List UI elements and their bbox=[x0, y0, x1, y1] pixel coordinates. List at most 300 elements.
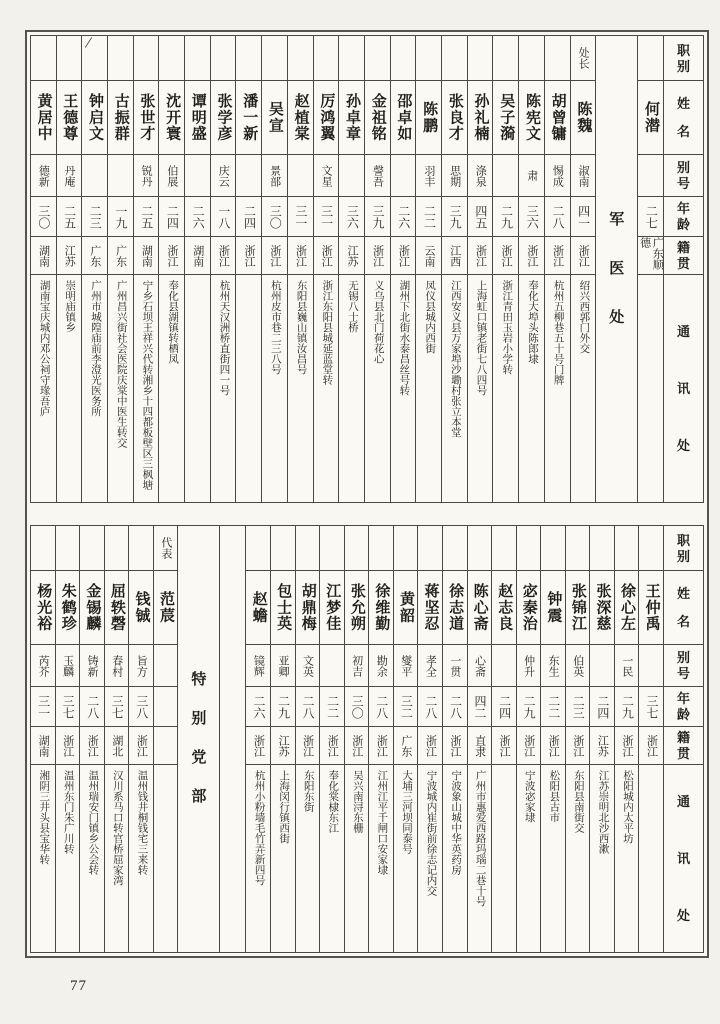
header-age-cell bbox=[664, 196, 703, 236]
role-cell bbox=[541, 526, 565, 570]
origin-value: 江西 bbox=[448, 244, 461, 267]
name-cell bbox=[345, 570, 369, 644]
person-name: 杨光裕 bbox=[35, 583, 52, 632]
origin-cell bbox=[615, 726, 639, 764]
age-value: 二八 bbox=[448, 694, 463, 719]
alt-name: 羽丰 bbox=[422, 164, 435, 187]
role-cell bbox=[31, 526, 55, 570]
alt-name-cell bbox=[638, 154, 663, 196]
military-medical-office-table bbox=[30, 32, 704, 503]
origin-cell bbox=[288, 236, 313, 274]
alt-name: 锐丹 bbox=[140, 164, 153, 187]
age-value: 二九 bbox=[499, 204, 514, 229]
alt-name-cell bbox=[442, 154, 467, 196]
page-number: 77 bbox=[70, 978, 87, 994]
address-value: 吴兴南浔东栅 bbox=[351, 770, 363, 833]
address-cell bbox=[82, 274, 107, 502]
name-cell bbox=[108, 80, 133, 154]
age-cell bbox=[345, 686, 369, 726]
address-value: 湖州下北街水泰昌丝号转 bbox=[398, 280, 410, 396]
alt-name: 勘余 bbox=[375, 654, 388, 677]
address-value: 松阳县古市 bbox=[548, 770, 560, 823]
origin-value: 浙江 bbox=[498, 734, 511, 757]
address-value: 凤仪县城内西街 bbox=[424, 280, 436, 354]
origin-cell bbox=[545, 236, 570, 274]
address-value: 温州瑞安门镇乡公会转 bbox=[87, 770, 99, 875]
address-cell bbox=[443, 764, 467, 952]
age-cell bbox=[246, 686, 270, 726]
origin-cell bbox=[416, 236, 441, 274]
person-name: 张学彦 bbox=[215, 93, 232, 142]
alt-name-cell bbox=[246, 644, 270, 686]
origin-value: 湖北 bbox=[110, 734, 123, 757]
person-name: 包士英 bbox=[275, 583, 292, 632]
alt-name: 德新 bbox=[37, 164, 50, 187]
age-cell bbox=[159, 196, 184, 236]
origin-cell bbox=[236, 236, 261, 274]
origin-cell bbox=[492, 726, 516, 764]
alt-name: 謦吾 bbox=[371, 164, 384, 187]
role-cell bbox=[57, 36, 82, 80]
address-value: 宁波宓家埭 bbox=[523, 770, 535, 823]
origin-value: 湖南 bbox=[191, 244, 204, 267]
age-cell bbox=[296, 686, 320, 726]
age-cell bbox=[571, 196, 596, 236]
alt-name-cell bbox=[105, 644, 129, 686]
address-value: 奉化大埠头陈郎埭 bbox=[526, 280, 538, 364]
person-name: 钱铖 bbox=[133, 591, 150, 624]
person-column bbox=[338, 36, 364, 502]
alt-name-cell bbox=[443, 644, 467, 686]
address-cell bbox=[468, 764, 492, 952]
origin-value: 广东顺德 bbox=[638, 237, 663, 270]
role-cell bbox=[571, 36, 596, 80]
age-cell bbox=[134, 196, 159, 236]
age-cell bbox=[639, 686, 663, 726]
age-value: 三一 bbox=[36, 694, 51, 719]
name-cell bbox=[211, 80, 236, 154]
age-cell bbox=[288, 196, 313, 236]
origin-value: 浙江 bbox=[320, 244, 333, 267]
age-cell bbox=[31, 686, 55, 726]
alt-name: 孝全 bbox=[424, 654, 437, 677]
age-value: 二四 bbox=[165, 204, 180, 229]
age-cell bbox=[271, 686, 295, 726]
origin-value: 浙江 bbox=[243, 244, 256, 267]
origin-cell bbox=[154, 726, 178, 764]
address-value: 上海闵行镇西街 bbox=[278, 770, 290, 844]
alt-name-cell bbox=[82, 154, 107, 196]
role-cell bbox=[365, 36, 390, 80]
alt-name-cell bbox=[519, 154, 544, 196]
alt-name-cell bbox=[129, 644, 153, 686]
person-column bbox=[31, 526, 55, 952]
origin-cell bbox=[211, 236, 236, 274]
name-cell bbox=[566, 570, 590, 644]
alt-name-cell bbox=[296, 644, 320, 686]
age-value: 四二 bbox=[473, 694, 487, 719]
role-cell bbox=[339, 36, 364, 80]
address-cell bbox=[369, 764, 393, 952]
alt-name-cell bbox=[57, 154, 82, 196]
address-cell bbox=[271, 764, 295, 952]
section-label: 军 医 处 bbox=[609, 211, 625, 326]
name-cell bbox=[365, 80, 390, 154]
person-name: 张锦江 bbox=[569, 583, 586, 632]
header-column bbox=[663, 526, 703, 952]
origin-value: 浙江 bbox=[577, 244, 590, 267]
age-cell bbox=[517, 686, 541, 726]
person-name: 黄居中 bbox=[35, 93, 52, 142]
age-value: 三二 bbox=[399, 694, 414, 719]
role-cell bbox=[314, 36, 339, 80]
alt-name-cell bbox=[545, 154, 570, 196]
age-value: 三一 bbox=[319, 204, 334, 229]
person-name: 吴宣 bbox=[266, 101, 283, 134]
address-value: 江西安义县万家埠沙墈村张立本堂 bbox=[449, 280, 461, 438]
age-value: 三〇 bbox=[268, 204, 283, 229]
name-cell bbox=[638, 80, 663, 154]
address-cell bbox=[545, 274, 570, 502]
alt-name-cell bbox=[468, 154, 493, 196]
age-cell bbox=[394, 686, 418, 726]
role-cell bbox=[493, 36, 518, 80]
name-cell bbox=[314, 80, 339, 154]
person-name: 张世才 bbox=[138, 93, 155, 142]
role-cell bbox=[211, 36, 236, 80]
person-name: 宓秦治 bbox=[520, 583, 537, 632]
role-cell bbox=[590, 526, 614, 570]
address-value: 奉化棠棣东江 bbox=[327, 770, 339, 833]
person-name: 范莀 bbox=[158, 591, 175, 624]
address-cell bbox=[416, 274, 441, 502]
person-name: 胡曾镛 bbox=[549, 93, 566, 142]
alt-name: 一贯 bbox=[448, 654, 461, 677]
name-cell bbox=[262, 80, 287, 154]
person-column bbox=[565, 526, 590, 952]
address-value: 东阳县巍山镇汝昌号 bbox=[295, 280, 307, 375]
age-cell bbox=[541, 686, 565, 726]
alt-name: 芮芥 bbox=[37, 654, 49, 677]
alt-name-cell bbox=[416, 154, 441, 196]
header-contact-cell bbox=[664, 764, 703, 952]
age-value: 二六 bbox=[396, 204, 411, 229]
origin-value: 广东 bbox=[399, 734, 412, 757]
role-cell bbox=[638, 36, 663, 80]
origin-cell bbox=[442, 236, 467, 274]
person-name: 徐志道 bbox=[447, 583, 464, 632]
age-cell bbox=[211, 196, 236, 236]
person-name: 孙卓章 bbox=[344, 93, 361, 142]
alt-name: 景部 bbox=[268, 164, 281, 187]
age-cell bbox=[154, 686, 178, 726]
header-origin-label: 籍 贯 bbox=[676, 730, 690, 761]
origin-value: 浙江 bbox=[61, 734, 74, 757]
person-column bbox=[319, 526, 344, 952]
age-cell bbox=[339, 196, 364, 236]
alt-name: 亚卿 bbox=[276, 654, 289, 677]
address-cell bbox=[394, 764, 418, 952]
alt-name-cell bbox=[391, 154, 416, 196]
role-cell bbox=[108, 36, 133, 80]
address-value: 湘阴三井头县宝华转 bbox=[38, 770, 50, 865]
name-cell bbox=[154, 570, 178, 644]
origin-cell bbox=[246, 726, 270, 764]
age-cell bbox=[416, 196, 441, 236]
special-party-branch-table bbox=[30, 525, 704, 953]
person-name: 赵植棠 bbox=[292, 93, 309, 142]
origin-value: 云南 bbox=[423, 244, 436, 267]
alt-name-cell bbox=[262, 154, 287, 196]
header-name-label: 姓 名 bbox=[676, 96, 690, 139]
address-value: 杭州五柳巷五十号门牌 bbox=[552, 280, 564, 385]
address-value: 义乌县北门荷花心 bbox=[372, 280, 384, 364]
age-cell bbox=[262, 196, 287, 236]
origin-cell bbox=[185, 236, 210, 274]
age-value: 一八 bbox=[216, 204, 231, 229]
name-cell bbox=[517, 570, 541, 644]
age-cell bbox=[492, 686, 516, 726]
person-column bbox=[287, 36, 313, 502]
address-value: 浙江青田玉岩小学转 bbox=[501, 280, 513, 375]
age-value: 二三 bbox=[571, 694, 586, 719]
age-value: 二八 bbox=[550, 204, 565, 229]
age-cell bbox=[236, 196, 261, 236]
role-cell bbox=[56, 526, 80, 570]
address-cell bbox=[566, 764, 590, 952]
alt-name: 一民 bbox=[620, 654, 633, 677]
role-label: 处长 bbox=[577, 47, 590, 69]
address-cell bbox=[296, 764, 320, 952]
origin-cell bbox=[129, 726, 153, 764]
name-cell bbox=[159, 80, 184, 154]
age-cell bbox=[320, 686, 344, 726]
age-value: 二四 bbox=[497, 694, 512, 719]
age-cell bbox=[442, 196, 467, 236]
alt-name-cell bbox=[271, 644, 295, 686]
person-column bbox=[56, 36, 82, 502]
alt-name-cell bbox=[369, 644, 393, 686]
person-column bbox=[516, 526, 541, 952]
origin-cell bbox=[493, 236, 518, 274]
role-cell bbox=[129, 526, 153, 570]
address-value: 宁波象山城中华英药房 bbox=[450, 770, 462, 875]
person-column bbox=[518, 36, 544, 502]
role-cell bbox=[545, 36, 570, 80]
person-name: 赵蟾 bbox=[250, 591, 267, 624]
person-name: 张深慈 bbox=[594, 583, 611, 632]
age-cell bbox=[468, 686, 492, 726]
origin-cell bbox=[541, 726, 565, 764]
alt-name-cell bbox=[639, 644, 663, 686]
role-cell bbox=[345, 526, 369, 570]
alt-name-cell bbox=[31, 154, 56, 196]
header-name-label: 姓 名 bbox=[676, 586, 690, 629]
age-value: 四五 bbox=[473, 204, 488, 229]
origin-value: 浙江 bbox=[397, 244, 410, 267]
age-cell bbox=[590, 686, 614, 726]
age-value: 三八 bbox=[134, 694, 149, 719]
alt-name: 涤泉 bbox=[474, 164, 487, 187]
origin-value: 浙江 bbox=[449, 734, 462, 757]
age-cell bbox=[519, 196, 544, 236]
header-alt-label: 别 号 bbox=[676, 650, 690, 681]
age-value: 二九 bbox=[522, 694, 537, 719]
address-value: 温州钱井桐钱宅三来转 bbox=[136, 770, 148, 875]
name-cell bbox=[615, 570, 639, 644]
age-value: 三〇 bbox=[36, 204, 51, 229]
origin-cell bbox=[345, 726, 369, 764]
alt-name: 伯英 bbox=[571, 654, 584, 677]
age-value: 一九 bbox=[114, 204, 128, 229]
person-name: 蒋坚忍 bbox=[422, 583, 439, 632]
header-name-cell bbox=[664, 570, 703, 644]
name-cell bbox=[105, 570, 129, 644]
origin-value: 湖南 bbox=[37, 244, 50, 267]
address-value: 江州江平千闸口安家埭 bbox=[376, 770, 388, 875]
age-cell bbox=[493, 196, 518, 236]
name-cell bbox=[271, 570, 295, 644]
alt-name-cell bbox=[80, 644, 104, 686]
person-column bbox=[261, 36, 287, 502]
origin-cell bbox=[339, 236, 364, 274]
age-value: 二二 bbox=[325, 694, 340, 719]
address-cell bbox=[365, 274, 390, 502]
person-column bbox=[544, 36, 570, 502]
role-cell bbox=[296, 526, 320, 570]
role-cell bbox=[154, 526, 178, 570]
origin-value: 浙江 bbox=[86, 734, 99, 757]
age-cell bbox=[80, 686, 104, 726]
age-value: 二五 bbox=[139, 204, 154, 229]
spacer-column bbox=[219, 526, 245, 952]
person-name: 陈宪文 bbox=[523, 93, 540, 142]
age-value: 四一 bbox=[576, 204, 591, 229]
person-name: 徐维勤 bbox=[373, 583, 390, 632]
name-cell bbox=[468, 80, 493, 154]
person-name: 金锡麟 bbox=[84, 583, 101, 632]
person-column bbox=[393, 526, 418, 952]
alt-name: 文星 bbox=[320, 164, 333, 187]
person-name: 陈心斋 bbox=[471, 583, 488, 632]
person-column bbox=[153, 526, 178, 952]
age-cell bbox=[31, 196, 56, 236]
age-cell bbox=[365, 196, 390, 236]
person-column bbox=[133, 36, 159, 502]
origin-cell bbox=[80, 726, 104, 764]
alt-name: 伯展 bbox=[165, 164, 178, 187]
origin-cell bbox=[468, 726, 492, 764]
origin-cell bbox=[57, 236, 82, 274]
person-column bbox=[390, 36, 416, 502]
alt-name: 镜辉 bbox=[252, 654, 265, 677]
origin-value: 浙江 bbox=[326, 734, 339, 757]
name-cell bbox=[418, 570, 442, 644]
person-name: 钟启文 bbox=[86, 93, 103, 142]
name-cell bbox=[246, 570, 270, 644]
address-value: 杭州天汉洲桥直街四一号 bbox=[218, 280, 230, 396]
name-cell bbox=[493, 80, 518, 154]
alt-name-cell bbox=[493, 154, 518, 196]
address-value: 广州昌兴街社会医院庆棠中医生转交 bbox=[115, 280, 127, 448]
person-name: 赵志良 bbox=[496, 583, 513, 632]
person-name: 沈开寰 bbox=[164, 93, 181, 142]
alt-name-cell bbox=[339, 154, 364, 196]
origin-cell bbox=[468, 236, 493, 274]
origin-value: 江苏 bbox=[345, 244, 358, 267]
name-cell bbox=[391, 80, 416, 154]
origin-value: 江苏 bbox=[277, 734, 290, 757]
alt-name-cell bbox=[517, 644, 541, 686]
address-value: 松阳城内太平坊 bbox=[622, 770, 634, 844]
address-value: 宁波城内崔街前徐志记内交 bbox=[425, 770, 437, 896]
origin-cell bbox=[262, 236, 287, 274]
header-contact-cell bbox=[664, 274, 703, 502]
age-cell bbox=[638, 196, 663, 236]
alt-name-cell bbox=[185, 154, 210, 196]
header-title-cell bbox=[664, 526, 703, 570]
age-cell bbox=[615, 686, 639, 726]
origin-value: 江苏 bbox=[63, 244, 76, 267]
address-value: 绍兴西郭门外交 bbox=[578, 280, 590, 354]
alt-name: 庆云 bbox=[217, 164, 230, 187]
address-value: 杭州小粉墙毛竹弄新四号 bbox=[253, 770, 265, 886]
role-cell bbox=[80, 526, 104, 570]
person-column bbox=[540, 526, 565, 952]
alt-name-cell bbox=[31, 644, 55, 686]
role-cell bbox=[185, 36, 210, 80]
origin-cell bbox=[418, 726, 442, 764]
age-cell bbox=[566, 686, 590, 726]
age-value: 二四 bbox=[242, 204, 257, 229]
header-column bbox=[663, 36, 703, 502]
address-cell bbox=[314, 274, 339, 502]
age-value: 三六 bbox=[525, 204, 540, 229]
address-cell bbox=[129, 764, 153, 952]
header-alt-cell bbox=[664, 644, 703, 686]
age-value: 二九 bbox=[620, 694, 635, 719]
origin-cell bbox=[571, 236, 596, 274]
age-value: 三九 bbox=[448, 204, 463, 229]
role-cell bbox=[517, 526, 541, 570]
address-value: 广州市惠爱西路玛瑙二巷十号 bbox=[474, 770, 486, 907]
address-cell bbox=[246, 764, 270, 952]
address-value: 湖南宝庆城内邓公祠守瑑吾庐 bbox=[38, 280, 50, 417]
person-column bbox=[235, 36, 261, 502]
alt-name-cell bbox=[492, 644, 516, 686]
age-value: 二二 bbox=[546, 694, 561, 719]
address-cell bbox=[57, 274, 82, 502]
address-cell bbox=[56, 764, 80, 952]
alt-name: 初吉 bbox=[350, 654, 363, 677]
age-cell bbox=[468, 196, 493, 236]
role-cell bbox=[271, 526, 295, 570]
alt-name-cell bbox=[108, 154, 133, 196]
origin-cell bbox=[566, 726, 590, 764]
age-cell bbox=[105, 686, 129, 726]
origin-value: 湖南 bbox=[37, 734, 50, 757]
role-cell bbox=[320, 526, 344, 570]
age-value: 三七 bbox=[644, 694, 659, 719]
alt-name-cell bbox=[394, 644, 418, 686]
age-value: 二八 bbox=[374, 694, 389, 719]
name-cell bbox=[296, 570, 320, 644]
role-cell bbox=[639, 526, 663, 570]
origin-value: 浙江 bbox=[525, 244, 538, 267]
name-cell bbox=[519, 80, 544, 154]
origin-value: 浙江 bbox=[620, 734, 633, 757]
alt-name: 燮平 bbox=[399, 654, 412, 677]
